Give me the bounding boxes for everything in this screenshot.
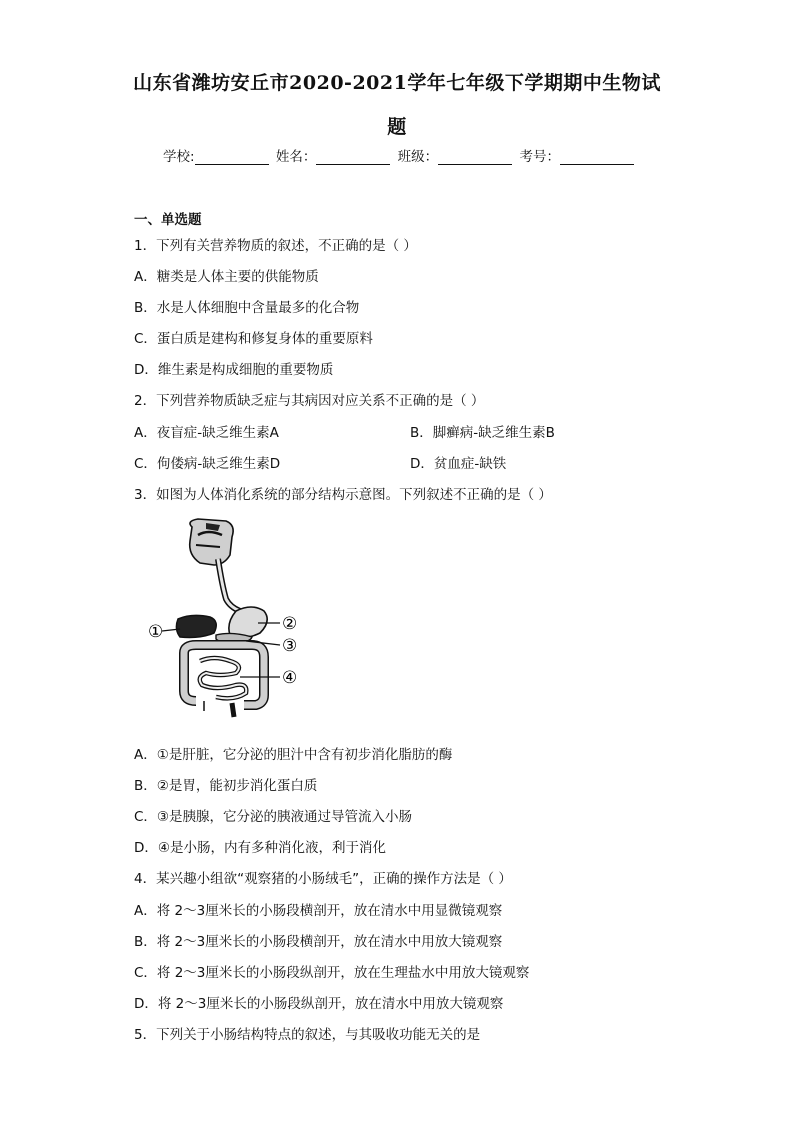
question-2-option-d[interactable]: D．贫血症-缺铁 [410, 456, 507, 472]
label-2: ② [282, 614, 298, 634]
label-4: ④ [282, 668, 298, 688]
school-label: 学校: [163, 149, 195, 165]
number-label: 考号： [519, 149, 560, 165]
digestive-system-diagram [140, 515, 310, 720]
question-4-stem: 4．某兴趣小组欲“观察猪的小肠绒毛”，正确的操作方法是（ ） [134, 871, 512, 887]
question-3-stem: 3．如图为人体消化系统的部分结构示意图。下列叙述不正确的是（ ） [134, 487, 552, 503]
question-4-option-a[interactable]: A．将 2～3厘米长的小肠段横剖开，放在清水中用显微镜观察 [134, 903, 503, 919]
name-blank[interactable] [316, 151, 390, 165]
name-label: 姓名： [275, 149, 317, 165]
question-5-stem: 5．下列关于小肠结构特点的叙述，与其吸收功能无关的是 [134, 1027, 481, 1043]
question-2-option-a[interactable]: A．夜盲症-缺乏维生素A [134, 425, 279, 441]
class-label: 班级： [397, 149, 439, 165]
question-2-option-b[interactable]: B．脚癣病-缺乏维生素B [410, 425, 555, 441]
question-1-option-a[interactable]: A．糖类是人体主要的供能物质 [134, 269, 319, 285]
label-1: ① [148, 622, 164, 642]
question-4-option-d[interactable]: D．将 2～3厘米长的小肠段纵剖开，放在清水中用放大镜观察 [134, 996, 504, 1012]
class-blank[interactable] [438, 151, 512, 165]
question-1-option-d[interactable]: D．维生素是构成细胞的重要物质 [134, 362, 334, 378]
question-2-stem: 2．下列营养物质缺乏症与其病因对应关系不正确的是（ ） [134, 393, 485, 409]
number-blank[interactable] [560, 151, 634, 165]
question-3-option-a[interactable]: A．①是肝脏，它分泌的胆汁中含有初步消化脂肪的酶 [134, 747, 453, 763]
question-1-stem: 1．下列有关营养物质的叙述，不正确的是（ ） [134, 238, 417, 254]
label-3: ③ [282, 636, 298, 656]
question-1-option-b[interactable]: B．水是人体细胞中含量最多的化合物 [134, 300, 360, 316]
school-blank[interactable] [195, 151, 269, 165]
question-2-option-c[interactable]: C．佝偻病-缺乏维生素D [134, 456, 281, 472]
student-info-row [163, 145, 637, 165]
question-1-option-c[interactable]: C．蛋白质是建构和修复身体的重要原料 [134, 331, 373, 347]
question-4-option-b[interactable]: B．将 2～3厘米长的小肠段横剖开，放在清水中用放大镜观察 [134, 934, 503, 950]
question-3-option-b[interactable]: B．②是胃，能初步消化蛋白质 [134, 778, 318, 794]
exam-title-line1: 山东省潍坊安丘市2020-2021学年七年级下学期期中生物试 [133, 72, 661, 94]
question-4-option-c[interactable]: C．将 2～3厘米长的小肠段纵剖开，放在生理盐水中用放大镜观察 [134, 965, 530, 981]
section-heading: 一、单选题 [134, 212, 202, 228]
question-3-option-d[interactable]: D．④是小肠，内有多种消化液，利于消化 [134, 840, 386, 856]
exam-title-line2: 题 [387, 116, 407, 138]
question-3-option-c[interactable]: C．③是胰腺，它分泌的胰液通过导管流入小肠 [134, 809, 413, 825]
